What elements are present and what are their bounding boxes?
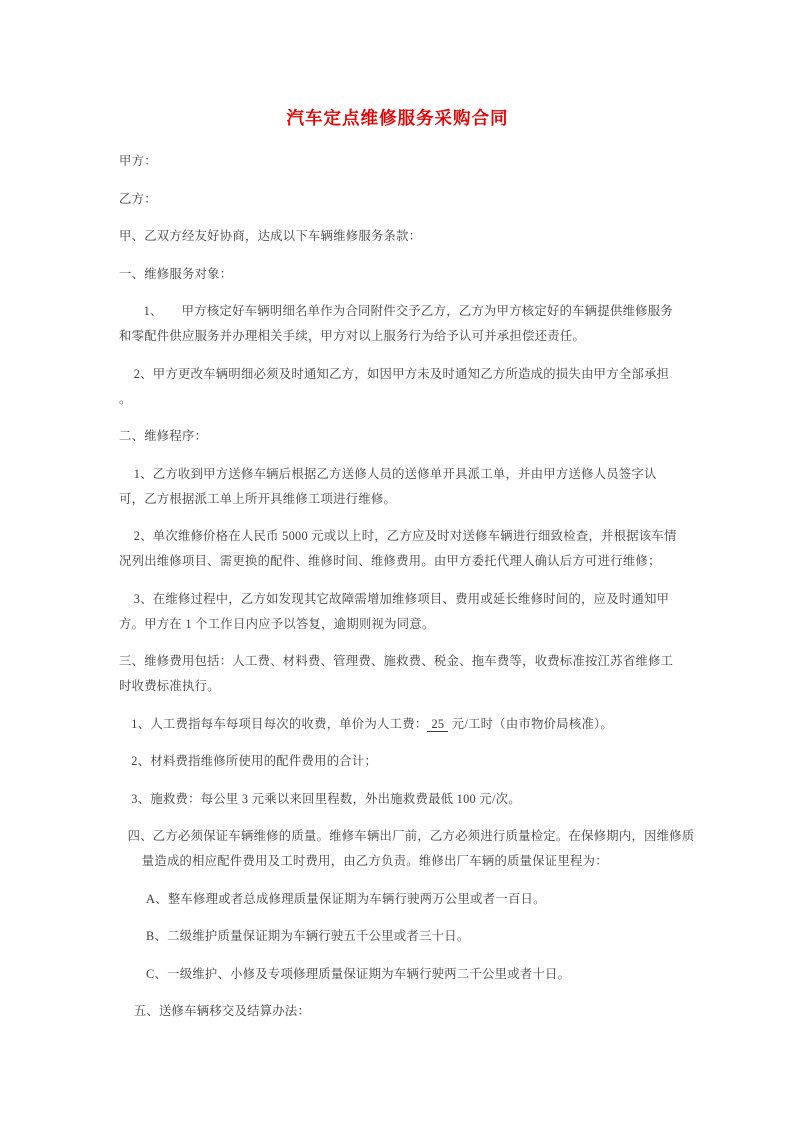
section-3-heading: 三、维修费用包括：人工费、材料费、管理费、施救费、税金、拖车费等，收费标准按江苏省维修工时收费标准执行。 (119, 654, 674, 693)
section-3-clause-3: 3、施救费：每公里 3 元乘以来回里程数，外出施救费最低 100 元/次。 (131, 791, 521, 806)
labor-rate-value: 25 (427, 717, 448, 732)
section-2-clause-1: 1、乙方收到甲方送修车辆后根据乙方送修人员的送修单开具派工单，并由甲方送修人员签字认可，乙方根据派工单上所开具维修工项进行维修。 (119, 466, 657, 506)
section-5-heading: 五、送修车辆移交及结算办法： (133, 1004, 311, 1018)
intro-line: 甲、乙双方经友好协商，达成以下车辆维修服务条款： (119, 229, 422, 243)
section-3-clause-1 (119, 712, 677, 737)
section-1-heading: 一、维修服务对象： (119, 266, 233, 281)
labor-fee-suffix: 元/工时（由市物价局核准）。 (448, 716, 614, 731)
section-1-clause-1: 1、 甲方核定好车辆明细名单作为合同附件交予乙方，乙方为甲方核定好的车辆提供维修服务和零配件供应服务并办理相关手续，甲方对以上服务行为给予认可并承担偿还责任。 (119, 304, 673, 343)
section-4-item-b: B、二级维护质量保证期为车辆行驶五千公里或者三十日。 (146, 929, 470, 943)
party-b-line: 乙方： (119, 191, 157, 206)
party-a-line: 甲方： (119, 154, 157, 168)
document-body (119, 149, 695, 1024)
section-1-clause-2: 2、甲方更改车辆明细必须及时通知乙方，如因甲方未及时通知乙方所造成的损失由甲方全部承担 。 (119, 366, 670, 406)
labor-fee-prefix: 1、人工费指每车每项目每次的收费，单价为人工费： (131, 716, 428, 731)
section-4-item-a: A、整车修理或者总成修理质量保证期为车辆行驶两万公里或者一百日。 (146, 891, 546, 906)
section-3-clause-2: 2、材料费指维修所使用的配件费用的合计； (131, 754, 378, 768)
section-2-clause-2: 2、单次维修价格在人民币 5000 元或以上时，乙方应及时对送修车辆进行细致检查，并根据该车情况列出维修项目、需更换的配件、维修时间、维修费用。由甲方委托代理人确认后方可进行维修； (119, 529, 677, 568)
section-4-heading: 四、乙方必须保证车辆维修的质量。维修车辆出厂前，乙方必须进行质量检定。在保修期内，因维修质量造成的相应配件费用及工时费用，由乙方负责。维修出厂车辆的质量保证里程为： (127, 829, 695, 868)
section-2-heading: 二、维修程序： (119, 429, 208, 443)
section-2-clause-3: 3、在维修过程中，乙方如发现其它故障需增加维修项目、费用或延长维修时间的，应及时通知甲方。甲方在 1 个工作日内应予以答复，逾期则视为同意。 (119, 591, 670, 631)
document-title: 汽车定点维修服务采购合同 (286, 108, 509, 128)
section-4-item-c: C、一级维护、小修及专项修理质量保证期为车辆行驶两二千公里或者十日。 (146, 966, 571, 981)
